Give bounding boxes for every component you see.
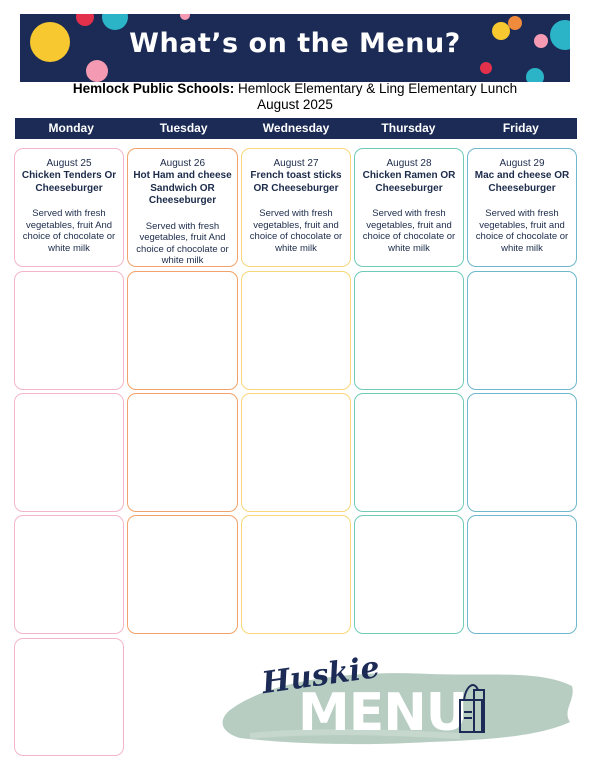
calendar-day-empty [241,515,351,634]
meal-title: Hot Ham and cheese Sandwich OR Cheeseburger [133,170,232,206]
calendar-day [14,148,124,267]
calendar-day-empty [354,271,464,390]
calendar-day-empty [467,515,577,634]
day-date: August 27 [273,158,319,169]
huskie-menu-logo [210,640,580,755]
calendar-day-empty [127,515,238,634]
calendar-day-empty [467,271,577,390]
served-with: Served with fresh vegetables, fruit And choice of chocolate or white milk [22,208,116,254]
calendar-day-empty [241,271,351,390]
banner-title: What’s on the Menu? [129,28,461,59]
day-date: August 28 [386,158,432,169]
meal-title: Mac and cheese OR Cheeseburger [474,170,570,194]
served-with: Served with fresh vegetables, fruit and choice of chocolate or white milk [362,208,456,254]
logo-word: MENU [298,683,468,743]
served-with: Served with fresh vegetables, fruit and choice of chocolate or white milk [475,208,569,254]
calendar-day-empty [467,393,577,512]
day-date: August 29 [499,158,545,169]
calendar-day-empty [14,515,124,634]
calendar-day [354,148,464,267]
day-friday: Friday [502,121,539,135]
calendar-day-empty [127,393,238,512]
meal-title: French toast sticks OR Cheeseburger [250,170,342,194]
calendar-day [241,148,351,267]
day-tuesday: Tuesday [159,121,208,135]
weekday-header [15,118,577,139]
decor-dot [86,60,108,82]
calendar-day-empty [241,393,351,512]
calendar-day [127,148,238,267]
decor-dot [526,68,544,82]
logo-script: Huskie [259,650,382,702]
decor-dot [76,14,94,26]
calendar-day-empty [354,393,464,512]
served-with: Served with fresh vegetables, fruit And choice of chocolate or white milk [136,220,229,266]
calendar-day-empty [14,638,124,756]
meal-title: Chicken Tenders Or Cheeseburger [21,170,117,194]
served-with: Served with fresh vegetables, fruit and choice of chocolate or white milk [249,208,343,254]
calendar-day-empty [127,271,238,390]
day-date: August 26 [159,158,206,169]
month-title: August 2025 [257,97,333,112]
calendar-day-empty [14,271,124,390]
decor-dot [480,62,492,74]
day-date: August 25 [46,158,92,169]
district-name: Hemlock Public Schools: [72,81,235,96]
day-monday: Monday [48,121,94,135]
district-line [20,81,570,97]
day-wednesday: Wednesday [262,121,330,135]
calendar-day-empty [14,393,124,512]
schools-text: Hemlock Elementary & Ling Elementary Lunch [234,81,518,96]
calendar-day-empty [354,515,464,634]
day-thursday: Thursday [381,121,436,135]
calendar-day [467,148,577,267]
decor-dot [180,14,190,20]
menu-banner [20,14,570,82]
meal-title: Chicken Ramen OR Cheeseburger [362,170,456,194]
